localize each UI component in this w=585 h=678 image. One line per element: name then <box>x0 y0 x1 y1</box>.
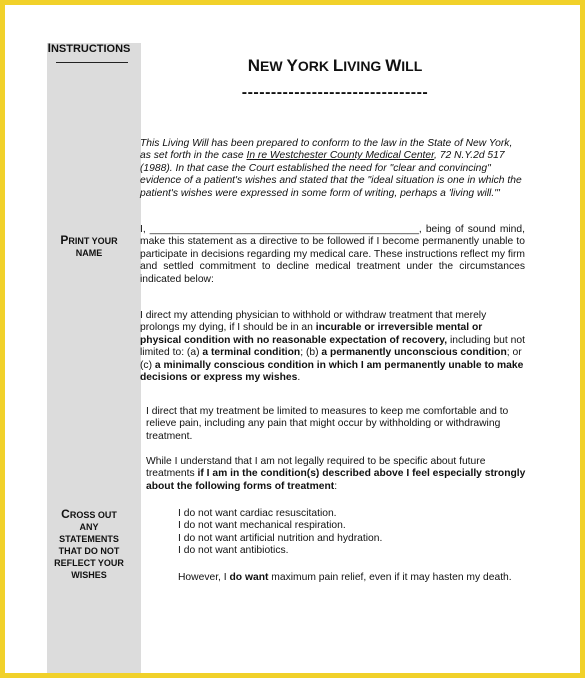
list-item: I do not want mechanical respiration. <box>178 520 346 532</box>
directive-paragraph: I direct my attending physician to withhold or withdraw treatment that merely prolongs my dying, if I should be in an incurable or irreversible mental or physical condition with no reasonable expectation of recovery, including but not limited to: (a) a terminal condition; (b) a permanently unconscious condition; or (c) a minimally conscious condition in which I am permanently unable to make decisions or express my wishes. <box>140 310 525 384</box>
case-citation: In re Westchester County Medical Center <box>246 150 434 162</box>
treatment-limit-paragraph: I direct that my treatment be limited to measures to keep me comfortable and to relieve pain, including any pain that might occur by withholding or withdrawing treatment. <box>146 406 509 442</box>
list-item: I do not want artificial nutrition and hydration. <box>178 532 383 544</box>
sidebar-print-your-name: PRINT YOUR NAME <box>60 233 118 258</box>
list-item: I do not want antibiotics. <box>178 545 289 557</box>
declaration-paragraph: I, _______________________________________________, being of sound mind, make this statement as a directive to be followed if I become permanently unable to participate in decisions regarding my medical care. These instructions reflect my firm and settled commitment to decline medical treatment under the circumstances indicated below: <box>140 224 525 285</box>
specific-treatment-paragraph: While I understand that I am not legally required to be specific about future treatments if I am in the condition(s) described above I feel especially strongly about the following forms of treatment: <box>146 456 526 492</box>
pain-relief-paragraph: However, I do want maximum pain relief, even if it may hasten my death. <box>178 572 512 583</box>
sidebar-instructions-heading: INSTRUCTIONS <box>47 41 131 55</box>
treatment-list <box>178 508 508 558</box>
title-dashes: -------------------------------- <box>241 84 429 101</box>
sidebar-heading-rule <box>56 62 128 63</box>
list-item: I do not want cardiac resuscitation. <box>178 508 337 519</box>
sidebar-cross-out-note: CROSS OUT ANY STATEMENTS THAT DO NOT REFLECT YOUR WISHES <box>54 507 124 580</box>
document-title: NEW YORK LIVING WILL <box>247 56 423 75</box>
intro-paragraph: This Living Will has been prepared to conform to the law in the State of New York, as set forth in the case In re Westchester County Medical Center, 72 N.Y.2d 517 (1988). In that case the Court established the need for "clear and convincing" evidence of a patient's wishes and stated that the "ideal situation is one in which the patient's wishes were expressed in some form of writing, perhaps a 'living will.'" <box>140 138 522 199</box>
